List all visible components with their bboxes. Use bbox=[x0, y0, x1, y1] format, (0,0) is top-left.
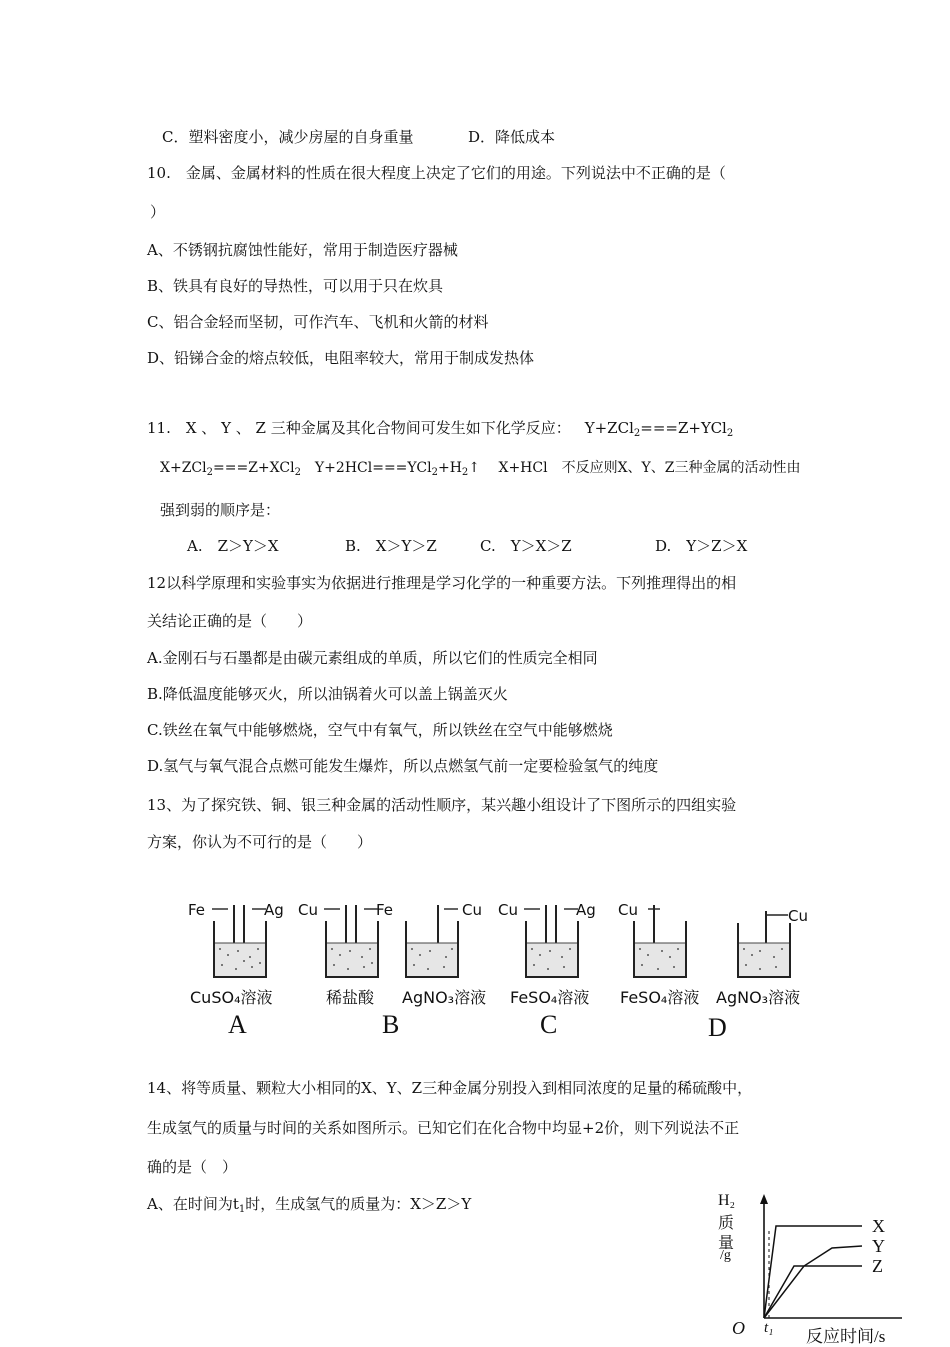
beaker-b2 bbox=[400, 903, 464, 983]
q11-stem: 11. X 、 Y 、 Z 三种金属及其化合物间可发生如下化学反应： Y+ZCl$_2$===Z+YCl$_2$ bbox=[147, 419, 734, 439]
q11-option-d: D. Y＞Z＞X bbox=[655, 537, 748, 555]
solution-label: AgNO₃溶液 bbox=[402, 988, 487, 1007]
group-label-d: D bbox=[708, 1013, 727, 1042]
q11-option-b: B. X＞Y＞Z bbox=[345, 537, 437, 555]
q12-option-a: A.金刚石与石墨都是由碳元素组成的单质，所以它们的性质完全相同 bbox=[147, 649, 598, 667]
q11-equations: X+ZCl$_2$===Z+XCl$_2$ $Y+2HCl===YCl_2+H_2↑$ X+HCl 不反应则X、Y、Z三种金属的活动性由 bbox=[160, 460, 801, 478]
metal-label: Cu bbox=[498, 901, 518, 919]
q13-stem: 13、为了探究铁、铜、银三种金属的活动性顺序，某兴趣小组设计了下图所示的四组实验 bbox=[147, 796, 737, 814]
graph-origin: O bbox=[732, 1318, 745, 1338]
q14-stem: 14、将等质量、颗粒大小相同的X、Y、Z三种金属分别投入到相同浓度的足量的稀硫酸中， bbox=[147, 1079, 753, 1097]
q10-option-c: C、铝合金轻而坚韧，可作汽车、飞机和火箭的材料 bbox=[147, 313, 489, 331]
q14-graph bbox=[712, 1190, 912, 1344]
q10-option-d: D、铅锑合金的熔点较低，电阻率较大，常用于制成发热体 bbox=[147, 349, 535, 367]
q10-stem: 10. 金属、金属材料的性质在很大程度上决定了它们的用途。下列说法中不正确的是（ bbox=[147, 164, 726, 182]
q11-stem-cont: 强到弱的顺序是： bbox=[160, 501, 281, 519]
q13-experiment-figure bbox=[180, 895, 820, 1045]
solution-label: 稀盐酸 bbox=[326, 988, 375, 1007]
beaker-d2 bbox=[732, 909, 796, 983]
metal-label: Ag bbox=[264, 901, 284, 919]
q12-option-b: B.降低温度能够灭火，所以油锅着火可以盖上锅盖灭火 bbox=[147, 685, 508, 703]
q10-option-b: B、铁具有良好的导热性，可以用于只在炊具 bbox=[147, 277, 444, 295]
metal-label: Ag bbox=[576, 901, 596, 919]
q12-stem-cont: 关结论正确的是（ ） bbox=[147, 612, 313, 630]
q9-option-d: D．降低成本 bbox=[468, 128, 556, 146]
group-label-a: A bbox=[228, 1010, 247, 1039]
q11-option-a: A. Z＞Y＞X bbox=[187, 537, 279, 555]
q14-stem-cont-2: 确的是（ ） bbox=[147, 1158, 238, 1176]
metal-label: Cu bbox=[618, 901, 638, 919]
graph-t1-label: t₁ bbox=[764, 1320, 774, 1336]
metal-label: Cu bbox=[298, 901, 318, 919]
q11-option-c: C. Y＞X＞Z bbox=[480, 537, 572, 555]
group-label-c: C bbox=[540, 1010, 558, 1039]
solution-label: FeSO₄溶液 bbox=[510, 988, 590, 1007]
q13-stem-cont: 方案，你认为不可行的是（ ） bbox=[147, 833, 373, 851]
series-label-z: Z bbox=[872, 1256, 883, 1276]
graph-y-label: 量 bbox=[718, 1235, 735, 1252]
q9-option-c: C．塑料密度小，减少房屋的自身重量 bbox=[162, 128, 414, 146]
metal-label: Fe bbox=[188, 901, 206, 919]
group-label-b: B bbox=[382, 1010, 400, 1039]
series-label-x: X bbox=[872, 1216, 885, 1236]
graph-y-label: 质 bbox=[718, 1215, 735, 1232]
beaker-d1 bbox=[628, 903, 692, 983]
solution-label: FeSO₄溶液 bbox=[620, 988, 700, 1007]
q10-option-a: A、不锈钢抗腐蚀性能好，常用于制造医疗器械 bbox=[147, 241, 458, 259]
q12-option-d: D.氢气与氧气混合点燃可能发生爆炸，所以点燃氢气前一定要检验氢气的纯度 bbox=[147, 757, 659, 775]
solution-label: AgNO₃溶液 bbox=[716, 988, 801, 1007]
q14-option-a: A、在时间为$t_1$时，生成氢气的质量为：X＞Z＞Y bbox=[147, 1195, 472, 1215]
beaker-a bbox=[208, 903, 272, 983]
q12-option-c: C.铁丝在氧气中能够燃烧，空气中有氧气，所以铁丝在空气中能够燃烧 bbox=[147, 721, 613, 739]
solution-label: CuSO₄溶液 bbox=[190, 988, 273, 1007]
q12-stem: 12以科学原理和实验事实为依据进行推理是学习化学的一种重要方法。下列推理得出的相 bbox=[147, 574, 737, 592]
series-label-y: Y bbox=[872, 1236, 885, 1256]
metal-label: Cu bbox=[462, 901, 482, 919]
graph-y-label: /g bbox=[720, 1248, 731, 1263]
graph-x-label: 反应时间/s bbox=[806, 1327, 886, 1346]
q14-stem-cont: 生成氢气的质量与时间的关系如图所示。已知它们在化合物中均显+2价，则下列说法不正 bbox=[147, 1119, 740, 1137]
beaker-b1 bbox=[320, 903, 384, 983]
q10-stem-cont: ） bbox=[150, 203, 166, 221]
graph-y-label: H₂ bbox=[718, 1192, 736, 1209]
metal-label: Fe bbox=[376, 901, 394, 919]
beaker-c bbox=[520, 903, 584, 983]
metal-label: Cu bbox=[788, 907, 808, 925]
